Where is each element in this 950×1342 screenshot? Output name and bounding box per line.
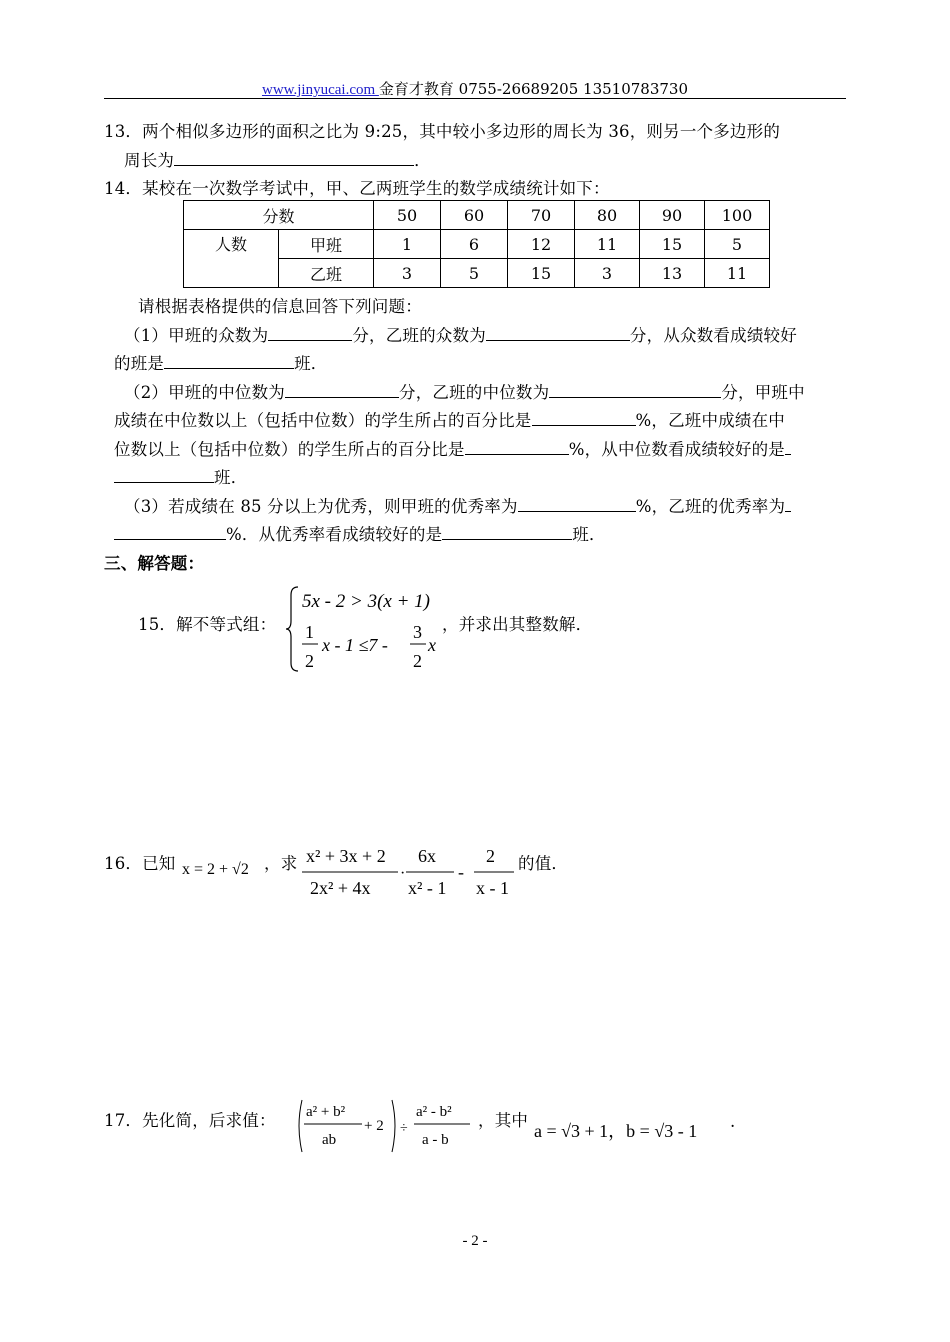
q13-line2 (124, 147, 431, 171)
q16-minus: - (458, 862, 464, 882)
q14-p2-text-h: 班． (214, 468, 248, 487)
q16-given: x = 2 + √2 (182, 861, 249, 878)
people-header: 人数 (184, 230, 279, 288)
q14-blank-excellent-class[interactable] (442, 525, 572, 540)
count-cell: 5 (441, 259, 508, 288)
q14-p2-line1 (124, 379, 805, 403)
score-cell: 90 (640, 201, 705, 230)
q13-line2-post: ． (414, 151, 431, 170)
q16-expression (298, 842, 520, 902)
score-cell: 80 (575, 201, 640, 230)
q14-blank-median-class[interactable] (114, 468, 214, 483)
q17-f1-num: a² + b² (306, 1104, 346, 1120)
q17-label: 17．先化简，后求值： (104, 1111, 276, 1130)
q16-ask: ，求 (264, 854, 298, 873)
q14-prompt: 请根据表格提供的信息回答下列问题： (138, 297, 422, 316)
q16-f1-num: x² + 3x + 2 (306, 846, 386, 866)
q16-f3-num: 2 (486, 846, 495, 866)
table-row (184, 230, 770, 259)
count-cell: 13 (640, 259, 705, 288)
q14-p2-text-a: （2）甲班的中位数为 (124, 383, 285, 402)
q17-div: ÷ (400, 1121, 408, 1136)
q14-p2-text-e: %，乙班中成绩在中 (635, 411, 785, 430)
q17-where: ，其中 (478, 1111, 529, 1130)
count-cell: 11 (575, 230, 640, 259)
q16-f2-num: 6x (418, 846, 436, 866)
website-link[interactable]: www.jinyucai.com (261, 82, 379, 98)
q14-p2-text-b: 分，乙班的中位数为 (399, 383, 550, 402)
q14-p3-text-c: %．从优秀率看成绩较好的是 (226, 525, 443, 544)
q16-f1-den: 2x² + 4x (310, 878, 371, 898)
q15-label: 15．解不等式组： (138, 615, 277, 634)
count-cell: 11 (705, 259, 770, 288)
q14-blank-pct-a[interactable] (532, 411, 636, 426)
q14-blank-mode-b[interactable] (486, 326, 630, 341)
q14-p1-text-d: 的班是 (114, 354, 165, 373)
q14-p1-text-c: 分，从众数看成绩较好 (629, 326, 797, 345)
q14-blank-mode-class[interactable] (164, 354, 294, 369)
count-cell: 15 (640, 230, 705, 259)
q14-p3-text-d: 班． (572, 525, 606, 544)
q17-f2-den: a - b (422, 1132, 449, 1148)
q14-p2-text-g: %，从中位数看成绩较好的是 (568, 440, 785, 459)
q14-p2-text-f: 位数以上（包括中位数）的学生所占的百分比是 (114, 440, 465, 459)
q14-p1-text-b: 分，乙班的众数为 (352, 326, 486, 345)
count-cell: 1 (374, 230, 441, 259)
q14-p2-line2 (114, 407, 785, 431)
header-rule (104, 98, 846, 99)
q16-dot: · (400, 865, 406, 882)
q15-inequality-system (286, 583, 456, 675)
q14-p2-text-c: 分，甲班中 (721, 383, 805, 402)
q15-eq2-end: x (428, 635, 436, 655)
q14-p3-line2 (114, 521, 606, 545)
score-cell: 70 (508, 201, 575, 230)
q16-label: 16．已知 (104, 854, 176, 873)
q16-f2-den: x² - 1 (408, 878, 447, 898)
score-cell: 60 (441, 201, 508, 230)
q15-suffix: ，并求出其整数解． (442, 615, 593, 634)
q14-p1-text-a: （1）甲班的众数为 (124, 326, 269, 345)
page-number: - 2 - (462, 1233, 488, 1249)
q14-blank-mode-a[interactable] (268, 326, 352, 341)
q14-p3-text-a: （3）若成绩在 85 分以上为优秀，则甲班的优秀率为 (124, 497, 518, 516)
q17-left-paren (299, 1100, 302, 1152)
q15-frac2-num: 3 (413, 622, 422, 642)
class-a-label: 甲班 (279, 230, 374, 259)
score-cell: 50 (374, 201, 441, 230)
count-cell: 6 (441, 230, 508, 259)
q14-p1-line2 (114, 350, 328, 374)
q14-p3-text-b: %，乙班的优秀率为 (635, 497, 786, 516)
q17-values: a = √3 + 1，b = √3 - 1 (534, 1121, 698, 1141)
q14-p1-text-e: 班． (294, 354, 328, 373)
q14-blank-median-b[interactable] (549, 383, 721, 398)
count-cell: 15 (508, 259, 575, 288)
q14-blank-median-class-start[interactable] (785, 440, 791, 455)
score-cell: 100 (705, 201, 770, 230)
q14-p3-line1 (124, 493, 791, 517)
q14-blank-excellent-b[interactable] (114, 525, 226, 540)
q15-eq2-mid: x - 1 ≤7 - (322, 635, 388, 655)
q16-suffix: 的值． (518, 854, 569, 873)
q16-f3-den: x - 1 (476, 878, 509, 898)
q13-answer-blank[interactable] (174, 151, 414, 166)
q17-end: . (730, 1112, 736, 1131)
count-cell: 5 (705, 230, 770, 259)
q13-line1: 13．两个相似多边形的面积之比为 9:25，其中较小多边形的周长为 36，则另一个多边形的 (104, 122, 781, 141)
q15-frac2-den: 2 (413, 651, 422, 671)
q14-blank-pct-b[interactable] (465, 440, 569, 455)
q14-blank-median-a[interactable] (285, 383, 399, 398)
q14-p2-line4 (114, 464, 247, 488)
count-cell: 3 (575, 259, 640, 288)
q14-intro: 14．某校在一次数学考试中，甲、乙两班学生的数学成绩统计如下： (104, 179, 610, 198)
class-b-label: 乙班 (279, 259, 374, 288)
page-header (0, 78, 950, 99)
section-title: 三、解答题： (104, 554, 205, 573)
q17-expression (294, 1096, 486, 1156)
q17-f1-den: ab (322, 1132, 337, 1148)
header-contact: 金育才教育 0755-26689205 13510783730 (378, 80, 689, 98)
q14-p2-text-d: 成绩在中位数以上（包括中位数）的学生所占的百分比是 (114, 411, 532, 430)
score-header: 分数 (184, 201, 374, 230)
q17-plus2: + 2 (364, 1118, 384, 1134)
count-cell: 12 (508, 230, 575, 259)
q13-line2-pre: 周长为 (124, 151, 175, 170)
q14-p2-line3 (114, 436, 791, 460)
q17-f2-num: a² - b² (416, 1104, 452, 1120)
count-cell: 3 (374, 259, 441, 288)
q17-right-paren (392, 1100, 395, 1152)
q15-frac1-den: 2 (305, 651, 314, 671)
q15-eq1: 5x - 2 > 3(x + 1) (302, 591, 430, 612)
q14-p1-line1 (124, 322, 797, 346)
q14-blank-excellent-b-start[interactable] (785, 497, 791, 512)
q15-frac1-num: 1 (305, 622, 314, 642)
table-row (184, 201, 770, 230)
score-table (183, 200, 770, 288)
left-brace (286, 587, 298, 671)
q14-blank-excellent-a[interactable] (518, 497, 636, 512)
